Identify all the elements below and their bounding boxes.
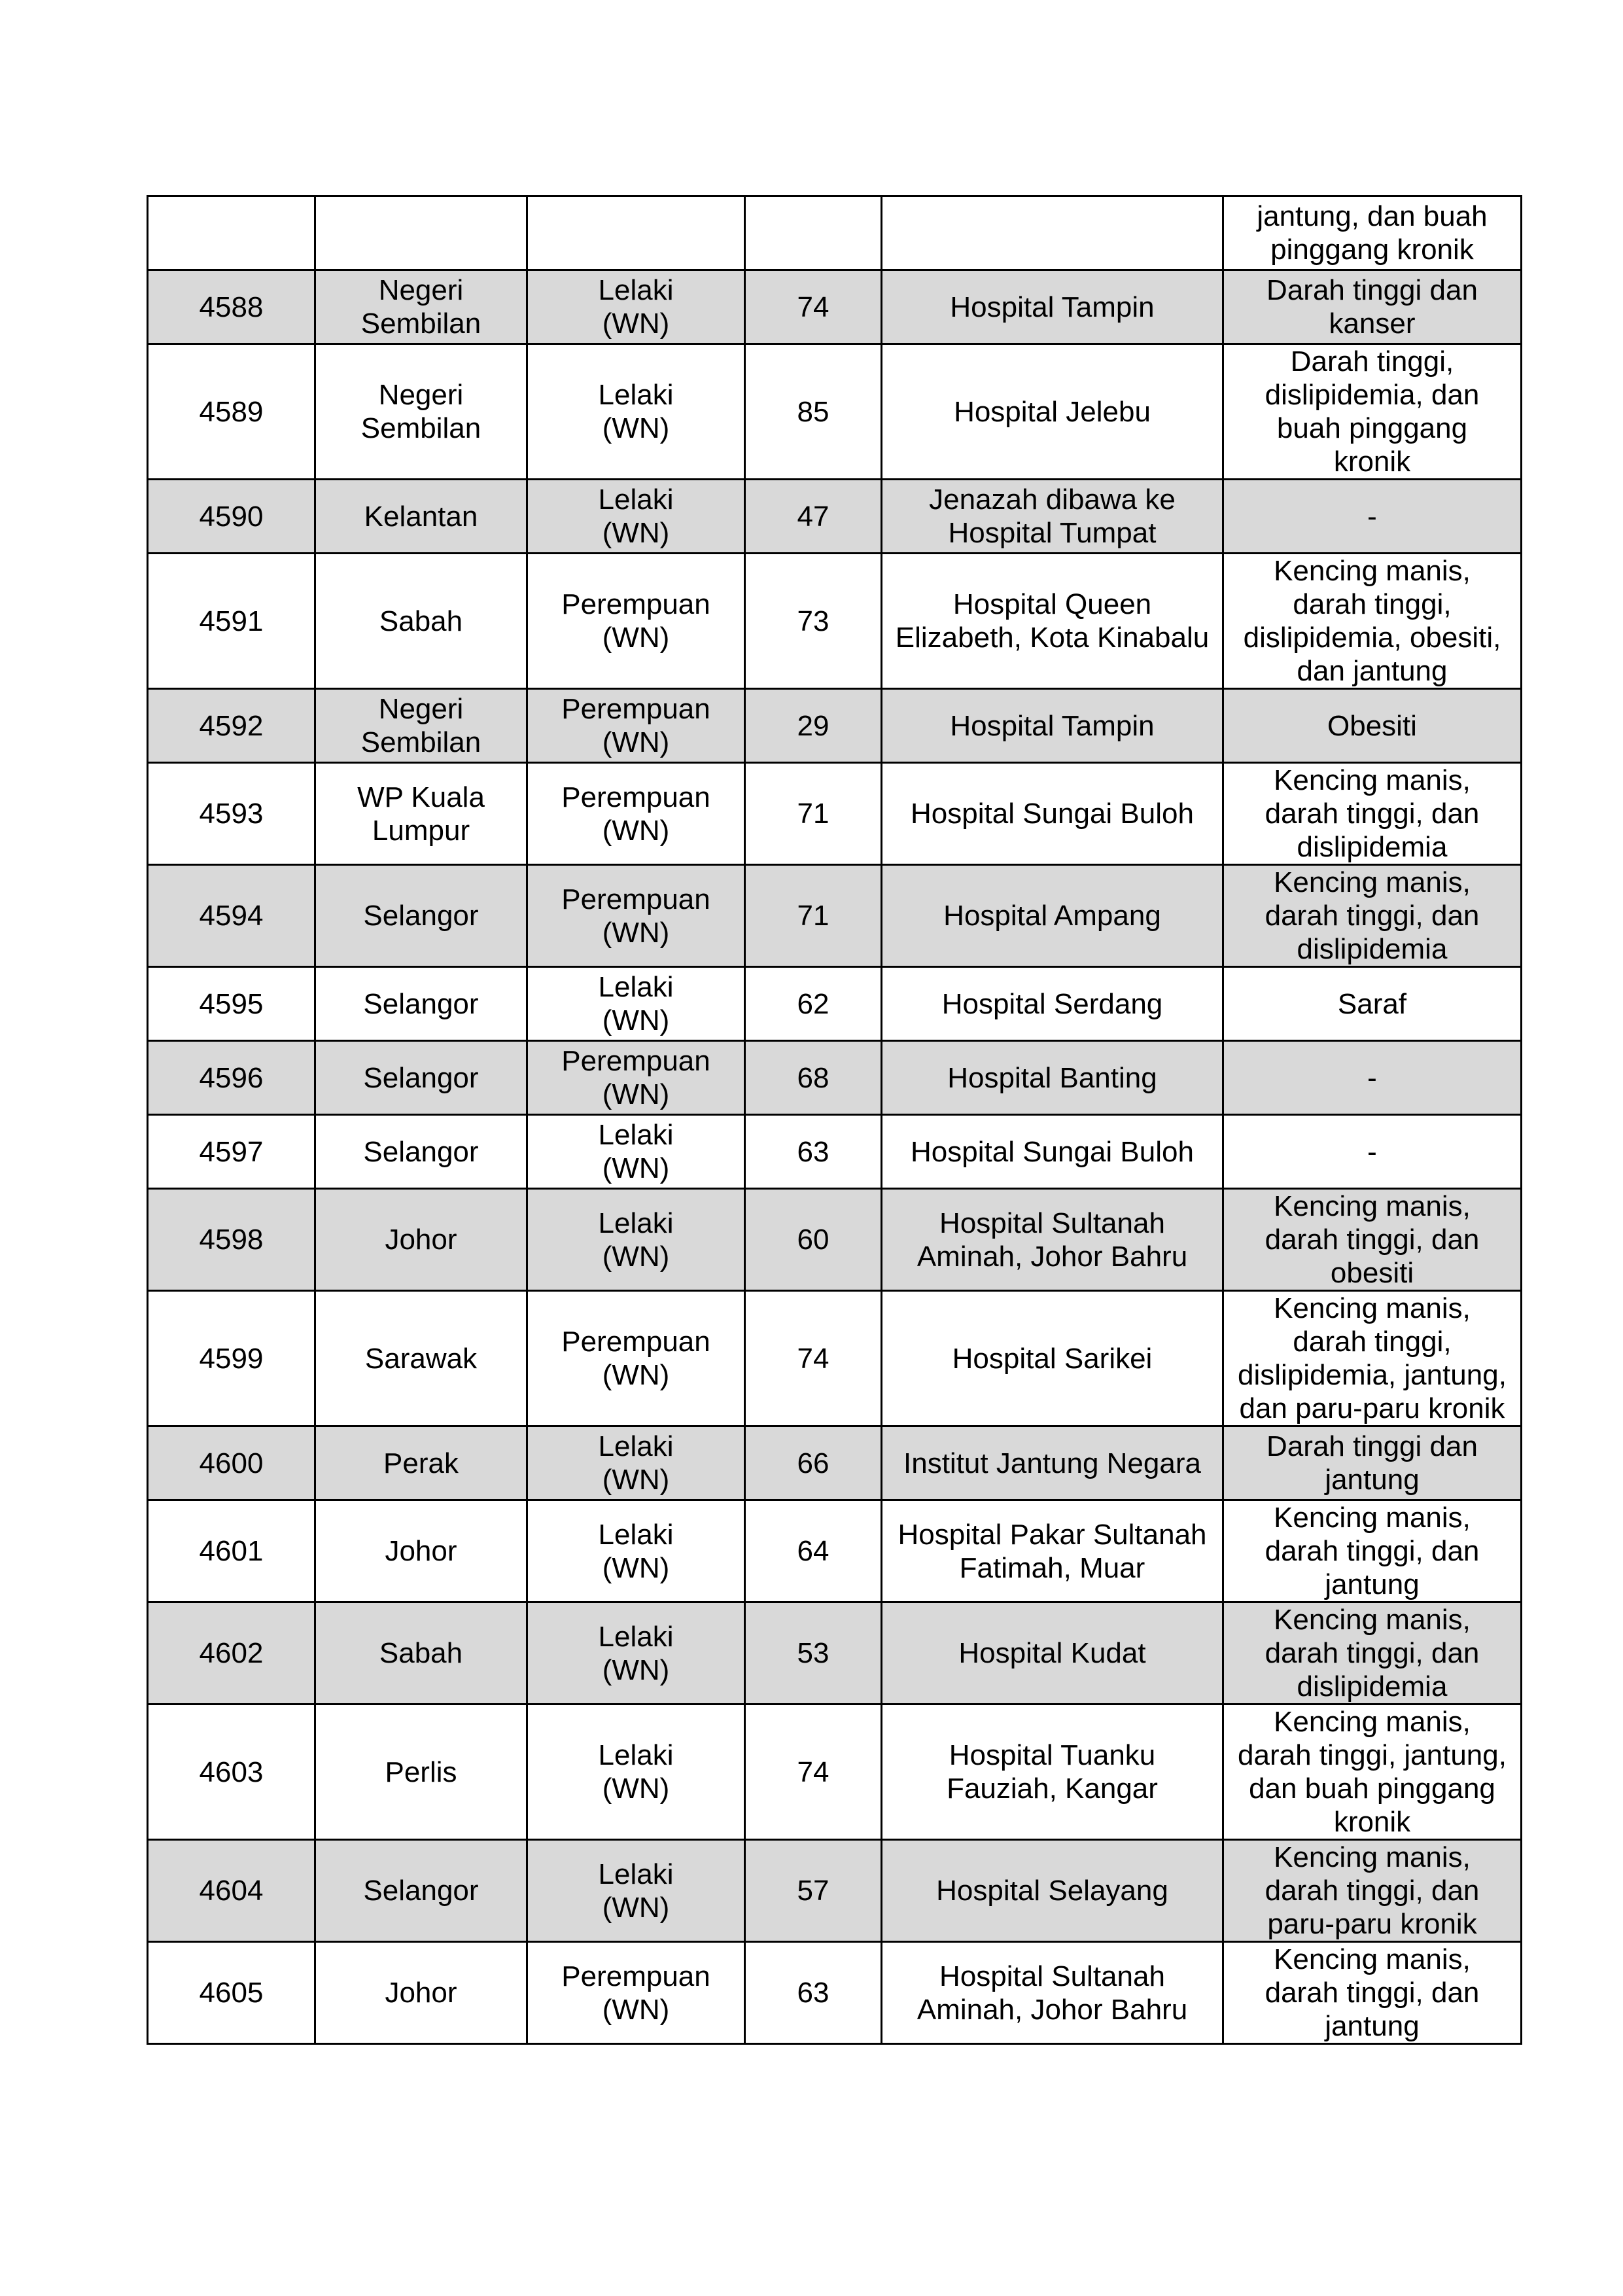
table-row xyxy=(148,1942,1522,2044)
table-row xyxy=(148,1115,1522,1189)
state-cell: Selangor xyxy=(315,967,527,1041)
age-cell: 57 xyxy=(745,1840,882,1942)
table-row xyxy=(148,344,1522,480)
case-number-cell: 4601 xyxy=(148,1500,315,1602)
comorbidity-cell: Darah tinggi, dislipidemia, dan buah pinggang kronik xyxy=(1223,344,1522,480)
case-table-body xyxy=(148,196,1522,2044)
comorbidity-cell: jantung, dan buah pinggang kronik xyxy=(1223,196,1522,270)
case-number-cell: 4594 xyxy=(148,865,315,967)
table-row xyxy=(148,763,1522,865)
comorbidity-cell: Kencing manis, darah tinggi, dan obesiti xyxy=(1223,1189,1522,1291)
age-cell: 74 xyxy=(745,1704,882,1840)
comorbidity-cell: Kencing manis, darah tinggi, dislipidemia, jantung, dan paru-paru kronik xyxy=(1223,1291,1522,1426)
hospital-cell: Hospital Sungai Buloh xyxy=(882,1115,1223,1189)
case-number-cell: 4589 xyxy=(148,344,315,480)
gender-cell: Lelaki (WN) xyxy=(527,967,745,1041)
hospital-cell: Hospital Tampin xyxy=(882,270,1223,344)
hospital-cell: Hospital Banting xyxy=(882,1041,1223,1115)
hospital-cell: Hospital Serdang xyxy=(882,967,1223,1041)
gender-cell: Lelaki (WN) xyxy=(527,270,745,344)
gender-cell: Lelaki (WN) xyxy=(527,1500,745,1602)
comorbidity-cell: Kencing manis, darah tinggi, dan dislipidemia xyxy=(1223,865,1522,967)
comorbidity-cell: - xyxy=(1223,480,1522,554)
hospital-cell: Hospital Sultanah Aminah, Johor Bahru xyxy=(882,1942,1223,2044)
gender-cell: Lelaki (WN) xyxy=(527,480,745,554)
table-row xyxy=(148,480,1522,554)
comorbidity-cell: Darah tinggi dan kanser xyxy=(1223,270,1522,344)
age-cell: 60 xyxy=(745,1189,882,1291)
case-number-cell: 4604 xyxy=(148,1840,315,1942)
table-row xyxy=(148,1189,1522,1291)
age-cell: 29 xyxy=(745,689,882,763)
age-cell xyxy=(745,196,882,270)
state-cell: Sarawak xyxy=(315,1291,527,1426)
age-cell: 62 xyxy=(745,967,882,1041)
table-row xyxy=(148,270,1522,344)
comorbidity-cell: Kencing manis, darah tinggi, dan dislipidemia xyxy=(1223,1602,1522,1704)
state-cell: Kelantan xyxy=(315,480,527,554)
hospital-cell: Hospital Queen Elizabeth, Kota Kinabalu xyxy=(882,554,1223,689)
hospital-cell: Institut Jantung Negara xyxy=(882,1426,1223,1500)
table-row xyxy=(148,1426,1522,1500)
table-row xyxy=(148,554,1522,689)
comorbidity-cell: Darah tinggi dan jantung xyxy=(1223,1426,1522,1500)
hospital-cell: Hospital Ampang xyxy=(882,865,1223,967)
hospital-cell: Hospital Sultanah Aminah, Johor Bahru xyxy=(882,1189,1223,1291)
state-cell: Johor xyxy=(315,1942,527,2044)
comorbidity-cell: Kencing manis, darah tinggi, dan paru-paru kronik xyxy=(1223,1840,1522,1942)
case-number-cell xyxy=(148,196,315,270)
state-cell: Selangor xyxy=(315,865,527,967)
table-row xyxy=(148,1840,1522,1942)
case-number-cell: 4598 xyxy=(148,1189,315,1291)
age-cell: 47 xyxy=(745,480,882,554)
gender-cell: Lelaki (WN) xyxy=(527,1704,745,1840)
gender-cell: Perempuan (WN) xyxy=(527,1291,745,1426)
case-number-cell: 4599 xyxy=(148,1291,315,1426)
case-number-cell: 4600 xyxy=(148,1426,315,1500)
comorbidity-cell: - xyxy=(1223,1115,1522,1189)
gender-cell: Lelaki (WN) xyxy=(527,1189,745,1291)
age-cell: 73 xyxy=(745,554,882,689)
hospital-cell: Hospital Tuanku Fauziah, Kangar xyxy=(882,1704,1223,1840)
case-number-cell: 4592 xyxy=(148,689,315,763)
case-table xyxy=(147,195,1522,2045)
age-cell: 66 xyxy=(745,1426,882,1500)
state-cell: Sabah xyxy=(315,1602,527,1704)
table-row xyxy=(148,865,1522,967)
case-number-cell: 4595 xyxy=(148,967,315,1041)
state-cell: Perlis xyxy=(315,1704,527,1840)
state-cell: Johor xyxy=(315,1189,527,1291)
comorbidity-cell: Kencing manis, darah tinggi, dislipidemia, obesiti, dan jantung xyxy=(1223,554,1522,689)
case-number-cell: 4597 xyxy=(148,1115,315,1189)
table-row xyxy=(148,689,1522,763)
table-row xyxy=(148,1291,1522,1426)
comorbidity-cell: Kencing manis, darah tinggi, dan jantung xyxy=(1223,1942,1522,2044)
hospital-cell: Hospital Sarikei xyxy=(882,1291,1223,1426)
case-number-cell: 4588 xyxy=(148,270,315,344)
case-number-cell: 4593 xyxy=(148,763,315,865)
state-cell: Negeri Sembilan xyxy=(315,344,527,480)
gender-cell: Perempuan (WN) xyxy=(527,554,745,689)
table-row xyxy=(148,1602,1522,1704)
comorbidity-cell: Saraf xyxy=(1223,967,1522,1041)
hospital-cell: Hospital Kudat xyxy=(882,1602,1223,1704)
gender-cell: Lelaki (WN) xyxy=(527,1426,745,1500)
age-cell: 63 xyxy=(745,1942,882,2044)
age-cell: 63 xyxy=(745,1115,882,1189)
gender-cell: Perempuan (WN) xyxy=(527,1942,745,2044)
comorbidity-cell: Kencing manis, darah tinggi, dan dislipidemia xyxy=(1223,763,1522,865)
state-cell: Johor xyxy=(315,1500,527,1602)
age-cell: 71 xyxy=(745,865,882,967)
case-number-cell: 4590 xyxy=(148,480,315,554)
hospital-cell: Hospital Jelebu xyxy=(882,344,1223,480)
comorbidity-cell: Obesiti xyxy=(1223,689,1522,763)
table-row xyxy=(148,196,1522,270)
comorbidity-cell: Kencing manis, darah tinggi, dan jantung xyxy=(1223,1500,1522,1602)
state-cell: Negeri Sembilan xyxy=(315,270,527,344)
table-row xyxy=(148,1704,1522,1840)
table-row xyxy=(148,1500,1522,1602)
gender-cell: Perempuan (WN) xyxy=(527,689,745,763)
age-cell: 71 xyxy=(745,763,882,865)
case-number-cell: 4591 xyxy=(148,554,315,689)
age-cell: 74 xyxy=(745,1291,882,1426)
case-number-cell: 4605 xyxy=(148,1942,315,2044)
hospital-cell xyxy=(882,196,1223,270)
state-cell: Negeri Sembilan xyxy=(315,689,527,763)
gender-cell: Lelaki (WN) xyxy=(527,1602,745,1704)
state-cell: Selangor xyxy=(315,1840,527,1942)
age-cell: 53 xyxy=(745,1602,882,1704)
gender-cell: Perempuan (WN) xyxy=(527,763,745,865)
comorbidity-cell: - xyxy=(1223,1041,1522,1115)
state-cell: Perak xyxy=(315,1426,527,1500)
table-row xyxy=(148,1041,1522,1115)
hospital-cell: Hospital Sungai Buloh xyxy=(882,763,1223,865)
case-number-cell: 4602 xyxy=(148,1602,315,1704)
case-number-cell: 4596 xyxy=(148,1041,315,1115)
gender-cell: Lelaki (WN) xyxy=(527,1115,745,1189)
hospital-cell: Hospital Selayang xyxy=(882,1840,1223,1942)
gender-cell: Perempuan (WN) xyxy=(527,865,745,967)
hospital-cell: Hospital Pakar Sultanah Fatimah, Muar xyxy=(882,1500,1223,1602)
gender-cell xyxy=(527,196,745,270)
state-cell: WP Kuala Lumpur xyxy=(315,763,527,865)
hospital-cell: Jenazah dibawa ke Hospital Tumpat xyxy=(882,480,1223,554)
age-cell: 64 xyxy=(745,1500,882,1602)
case-number-cell: 4603 xyxy=(148,1704,315,1840)
state-cell xyxy=(315,196,527,270)
state-cell: Selangor xyxy=(315,1041,527,1115)
gender-cell: Lelaki (WN) xyxy=(527,344,745,480)
age-cell: 85 xyxy=(745,344,882,480)
table-row xyxy=(148,967,1522,1041)
age-cell: 68 xyxy=(745,1041,882,1115)
age-cell: 74 xyxy=(745,270,882,344)
state-cell: Sabah xyxy=(315,554,527,689)
gender-cell: Perempuan (WN) xyxy=(527,1041,745,1115)
hospital-cell: Hospital Tampin xyxy=(882,689,1223,763)
comorbidity-cell: Kencing manis, darah tinggi, jantung, dan buah pinggang kronik xyxy=(1223,1704,1522,1840)
state-cell: Selangor xyxy=(315,1115,527,1189)
gender-cell: Lelaki (WN) xyxy=(527,1840,745,1942)
